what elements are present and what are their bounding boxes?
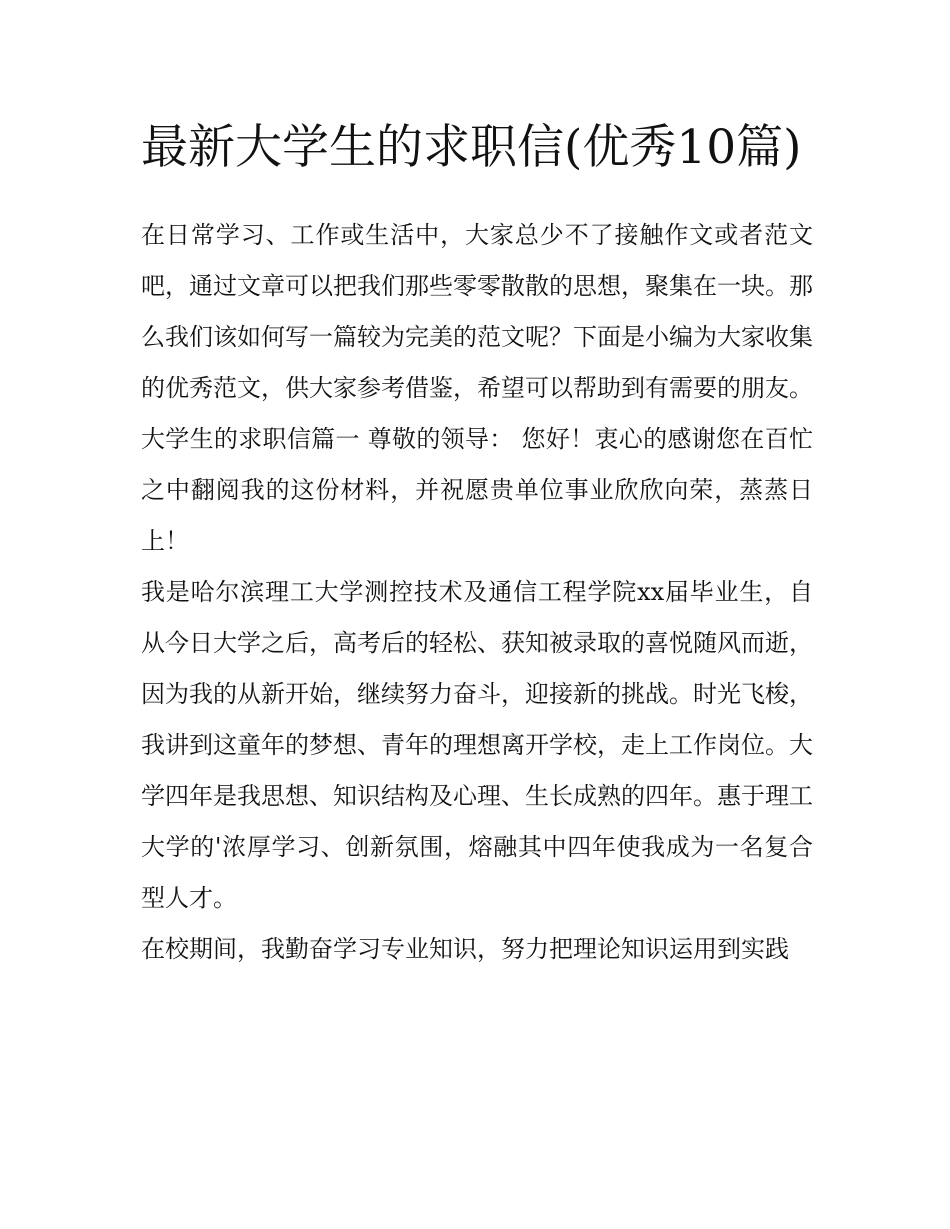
paragraph-study: 在校期间，我勤奋学习专业知识，努力把理论知识运用到实践 xyxy=(141,935,789,963)
paragraph-self-introduction: 我是哈尔滨理工大学测控技术及通信工程学院xx届毕业生，自从今日大学之后，高考后的轻松、获知被录取的喜悦随风而逝，因为我的从新开始，继续努力奋斗，迎接新的挑战。时光飞梭，我讲到这童年的梦想、青年的理想离开学校，走上工作岗位。大学四年是我思想、知识结构及心理、生长成熟的四年。惠于理工大学的'浓厚学习、创新氛围，熔融其中四年使我成为一名复合型人才。 xyxy=(141,578,813,912)
document-content xyxy=(141,110,813,975)
paragraph-intro: 在日常学习、工作或生活中，大家总少不了接触作文或者范文吧，通过文章可以把我们那些零零散散的思想，聚集在一块。那么我们该如何写一篇较为完美的范文呢？下面是小编为大家收集的优秀范文，供大家参考借鉴，希望可以帮助到有需要的朋友。 xyxy=(141,221,813,402)
paragraph-greeting: 大学生的求职信篇一 尊敬的领导： 您好！衷心的感谢您在百忙之中翻阅我的这份材料，并祝愿贵单位事业欣欣向荣，蒸蒸日上！ xyxy=(141,425,813,555)
document-body xyxy=(141,210,813,975)
document-title: 最新大学生的求职信(优秀10篇) xyxy=(141,120,802,175)
